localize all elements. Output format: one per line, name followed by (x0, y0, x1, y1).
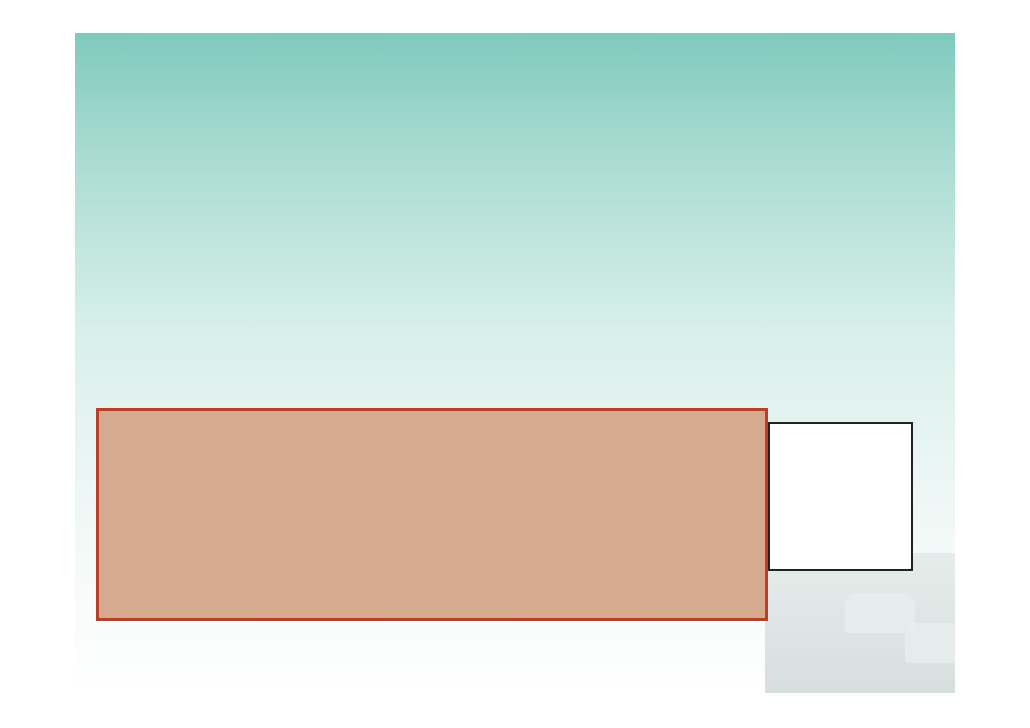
background-car-image (905, 623, 955, 663)
data-collection-panel (96, 408, 768, 621)
case-analysis-box (768, 422, 913, 571)
flow-arrows (99, 411, 765, 618)
background-car-image (845, 593, 915, 633)
